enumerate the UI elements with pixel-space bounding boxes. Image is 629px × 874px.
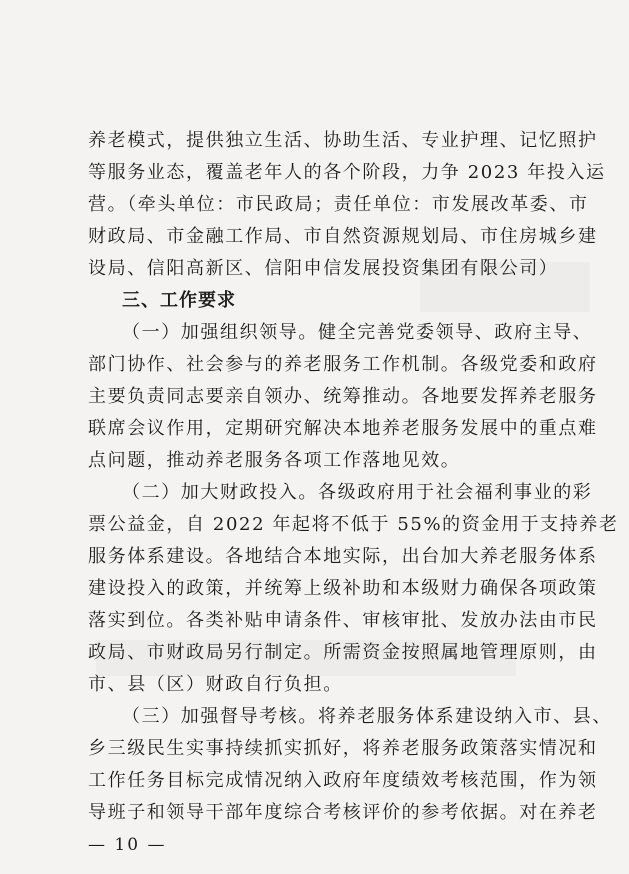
paragraph-2-line: 落实到位。各类补贴申请条件、审核审批、发放办法由市民 (88, 610, 598, 631)
body-line: 等服务业态，覆盖老年人的各个阶段，力争 2023 年投入运 (88, 162, 606, 183)
paragraph-3-line: （三）加强督导考核。将养老服务体系建设纳入市、县、 (122, 706, 612, 727)
paragraph-2-line: 服务体系建设。各地结合本地实际，出台加大养老服务体系 (88, 546, 598, 567)
paragraph-1-line: （一）加强组织领导。健全完善党委领导、政府主导、 (122, 322, 593, 343)
section-heading: 三、工作要求 (122, 290, 236, 311)
paragraph-3-line: 工作任务目标完成情况纳入政府年度绩效考核范围，作为领 (88, 770, 598, 791)
paragraph-2-line: 建设投入的政策，并统筹上级补助和本级财力确保各项政策 (88, 578, 598, 599)
paragraph-3-line: 导班子和领导干部年度综合考核评价的参考依据。对在养老 (88, 802, 598, 823)
paragraph-1-line: 点问题，推动养老服务各项工作落地见效。 (88, 450, 461, 471)
page-number: — 10 — (88, 835, 167, 855)
paragraph-2-line: 市、县（区）财政自行负担。 (88, 674, 343, 695)
body-line: 养老模式，提供独立生活、协助生活、专业护理、记忆照护 (88, 130, 598, 151)
paragraph-2-line: （二）加大财政投入。各级政府用于社会福利事业的彩 (122, 482, 593, 503)
body-line: 财政局、市金融工作局、市自然资源规划局、市住房城乡建 (88, 226, 598, 247)
paragraph-3-line: 乡三级民生实事持续抓实抓好，将养老服务政策落实情况和 (88, 738, 598, 759)
paragraph-1-line: 联席会议作用，定期研究解决本地养老服务发展中的重点难 (88, 418, 598, 439)
paragraph-2-line: 票公益金，自 2022 年起将不低于 55%的资金用于支持养老 (88, 514, 619, 535)
paragraph-1-line: 部门协作、社会参与的养老服务工作机制。各级党委和政府 (88, 354, 598, 375)
paragraph-1-line: 主要负责同志要亲自领办、统筹推动。各地要发挥养老服务 (88, 386, 598, 407)
body-line: 营。（牵头单位：市民政局；责任单位：市发展改革委、市 (88, 194, 589, 215)
paragraph-2-line: 政局、市财政局另行制定。所需资金按照属地管理原则，由 (88, 642, 598, 663)
body-line: 设局、信阳高新区、信阳申信发展投资集团有限公司） (88, 258, 559, 279)
